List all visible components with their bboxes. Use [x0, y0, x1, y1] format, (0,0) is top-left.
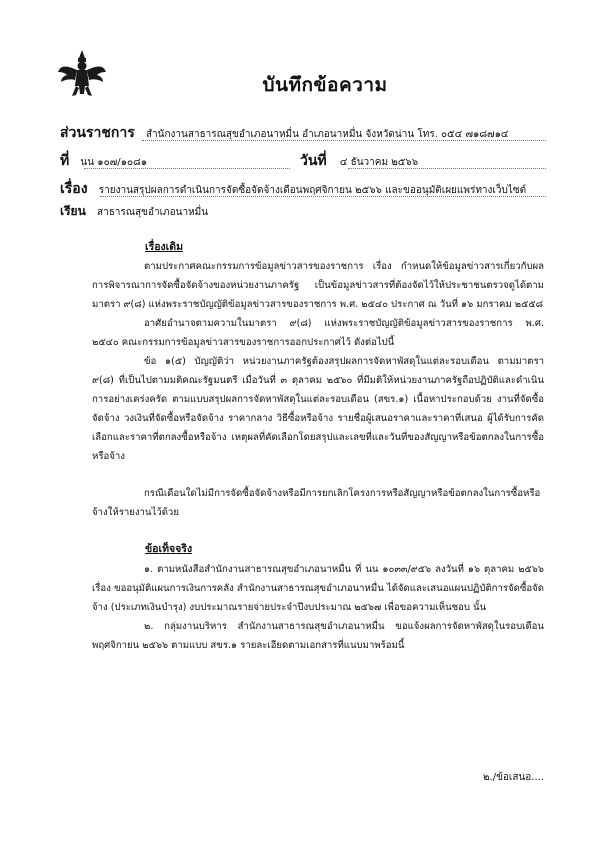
background-paragraph-4 [92, 484, 544, 522]
background-paragraph-2-text: อาศัยอำนาจตามความในมาตรา ๙(๘) แห่งพระราชบัญญัติข้อมูลข่าวสารของราชการ พ.ศ. ๒๕๔๐ คณะกรรมการข้อมูลข่าวสารของราชการออกประกาศไว้ ดังต่อไปนี้ [92, 318, 544, 348]
facts-paragraph-2-text: ๒. กลุ่มงานบริหาร สำนักงานสาธารณสุขอำเภอนาหมื่น ขอแจ้งผลการจัดหาพัสดุในรอบเดือนพฤศจิกายน ๒๕๖๖ ตามแบบ สขร.๑ รายละเอียดตามเอกสารที่แนบมาพร้อมนี้ [92, 621, 544, 651]
facts-heading: ข้อเท็จจริง [145, 543, 193, 555]
ref-value: นน ๑๐๗/๑๐๘๑ [80, 157, 148, 168]
background-paragraph-1-text: ตามประกาศคณะกรรมการข้อมูลข่าวสารของราชการ เรื่อง กำหนดให้ข้อมูลข่าวสารเกี่ยวกับผลการพิจารณาการจัดซื้อจัดจ้างของหน่วยงานภาครัฐ เป็นข้อมูลข่าวสารที่ต้องจัดไว้ให้ประชาชนตรวจดูได้ตามมาตรา ๙(๘) แห่งพระราชบัญญัติข้อมูลข่าวสารของราชการ พ.ศ. ๒๕๔๐ ประกาศ ณ วันที่ ๑๖ มกราคม ๒๕๕๘ [92, 261, 544, 310]
facts-paragraph-2 [92, 617, 544, 655]
continued-marker: ๒./ข้อเสนอ.... [482, 772, 544, 783]
background-paragraph-3 [92, 352, 544, 466]
agency-value: สำนักงานสาธารณสุขอำเภอนาหมื่น อำเภอนาหมื่น จังหวัดน่าน โทร. ๐๕๔ ๗๑๘๗๑๔ [145, 129, 509, 140]
facts-paragraph-1-text: ๑. ตามหนังสือสำนักงานสาธารณสุขอำเภอนาหมื่น ที่ นน ๑๐๓๓/๙๕๖ ลงวันที่ ๑๖ ตุลาคม ๒๕๖๖ เรื่อง ขออนุมัติแผนการเงินการคลัง สำนักงานสาธารณสุขอำเภอนาหมื่น ได้จัดและเสนอแผนปฏิบัติการจัดซื้อจัดจ้าง (ประเภทเงินบำรุง) งบประมาณรายจ่ายประจำปีงบประมาณ ๒๕๖๗ เพื่อขอความเห็นชอบ นั้น [92, 564, 544, 613]
background-paragraph-4-text: กรณีเดือนใดไม่มีการจัดซื้อจัดจ้างหรือมีการยกเลิกโครงการหรือสัญญาหรือข้อตกลงในการซื้อหรือจ้างให้รายงานไว้ด้วย [92, 488, 541, 518]
to-row [60, 202, 208, 221]
background-paragraph-1 [92, 257, 544, 314]
subject-value: รายงานสรุปผลการดำเนินการจัดซื้อจัดจ้างเดือนพฤศจิกายน ๒๕๖๖ และขออนุมัติเผยแพร่ทางเว็บไซต์ [98, 185, 527, 196]
background-paragraph-3-text: ข้อ ๑(๕) บัญญัติว่า หน่วยงานภาครัฐต้องสรุปผลการจัดหาพัสดุในแต่ละรอบเดือน ตามมาตรา ๙(๘) ที่เป็นไปตามมติคณะรัฐมนตรี เมื่อวันที่ ๓ ตุลาคม ๒๕๖๐ ที่มีมติให้หน่วยงานภาครัฐถือปฏิบัติและดำเนินการอย่างเคร่งครัด ตามแบบสรุปผลการจัดหาพัสดุในแต่ละรอบเดือน (สขร.๑) เนื้อหาประกอบด้วย งานที่จัดซื้อจัดจ้าง วงเงินที่จัดซื้อหรือจัดจ้าง ราคากลาง วิธีซื้อหรือจ้าง รายชื่อผู้เสนอราคาและราคาที่เสนอ ผู้ได้รับการคัดเลือกและราคาที่ตกลงซื้อหรือจ้าง เหตุผลที่คัดเลือกโดยสรุปและเลขที่และวันที่ของสัญญาหรือข้อตกลงในการซื้อหรือจ้าง [92, 356, 544, 462]
agency-label: ส่วนราชการ [60, 125, 135, 141]
background-heading: เรื่องเดิม [145, 241, 183, 253]
subject-dotted-line [100, 196, 546, 197]
subject-label: เรื่อง [60, 181, 88, 197]
ref-label: ที่ [60, 153, 70, 169]
date-value: ๔ ธันวาคม ๒๕๖๖ [339, 157, 419, 168]
date-label: วันที่ [300, 153, 327, 169]
to-label: เรียน [60, 204, 86, 218]
ref-dotted-line [84, 168, 290, 169]
date-dotted-line [348, 168, 546, 169]
to-value: สาธารณสุขอำเภอนาหมื่น [96, 207, 209, 218]
background-paragraph-2 [92, 314, 544, 352]
memo-title: บันทึกข้อความ [262, 74, 388, 96]
facts-paragraph-1 [92, 560, 544, 617]
agency-dotted-line [142, 140, 546, 141]
